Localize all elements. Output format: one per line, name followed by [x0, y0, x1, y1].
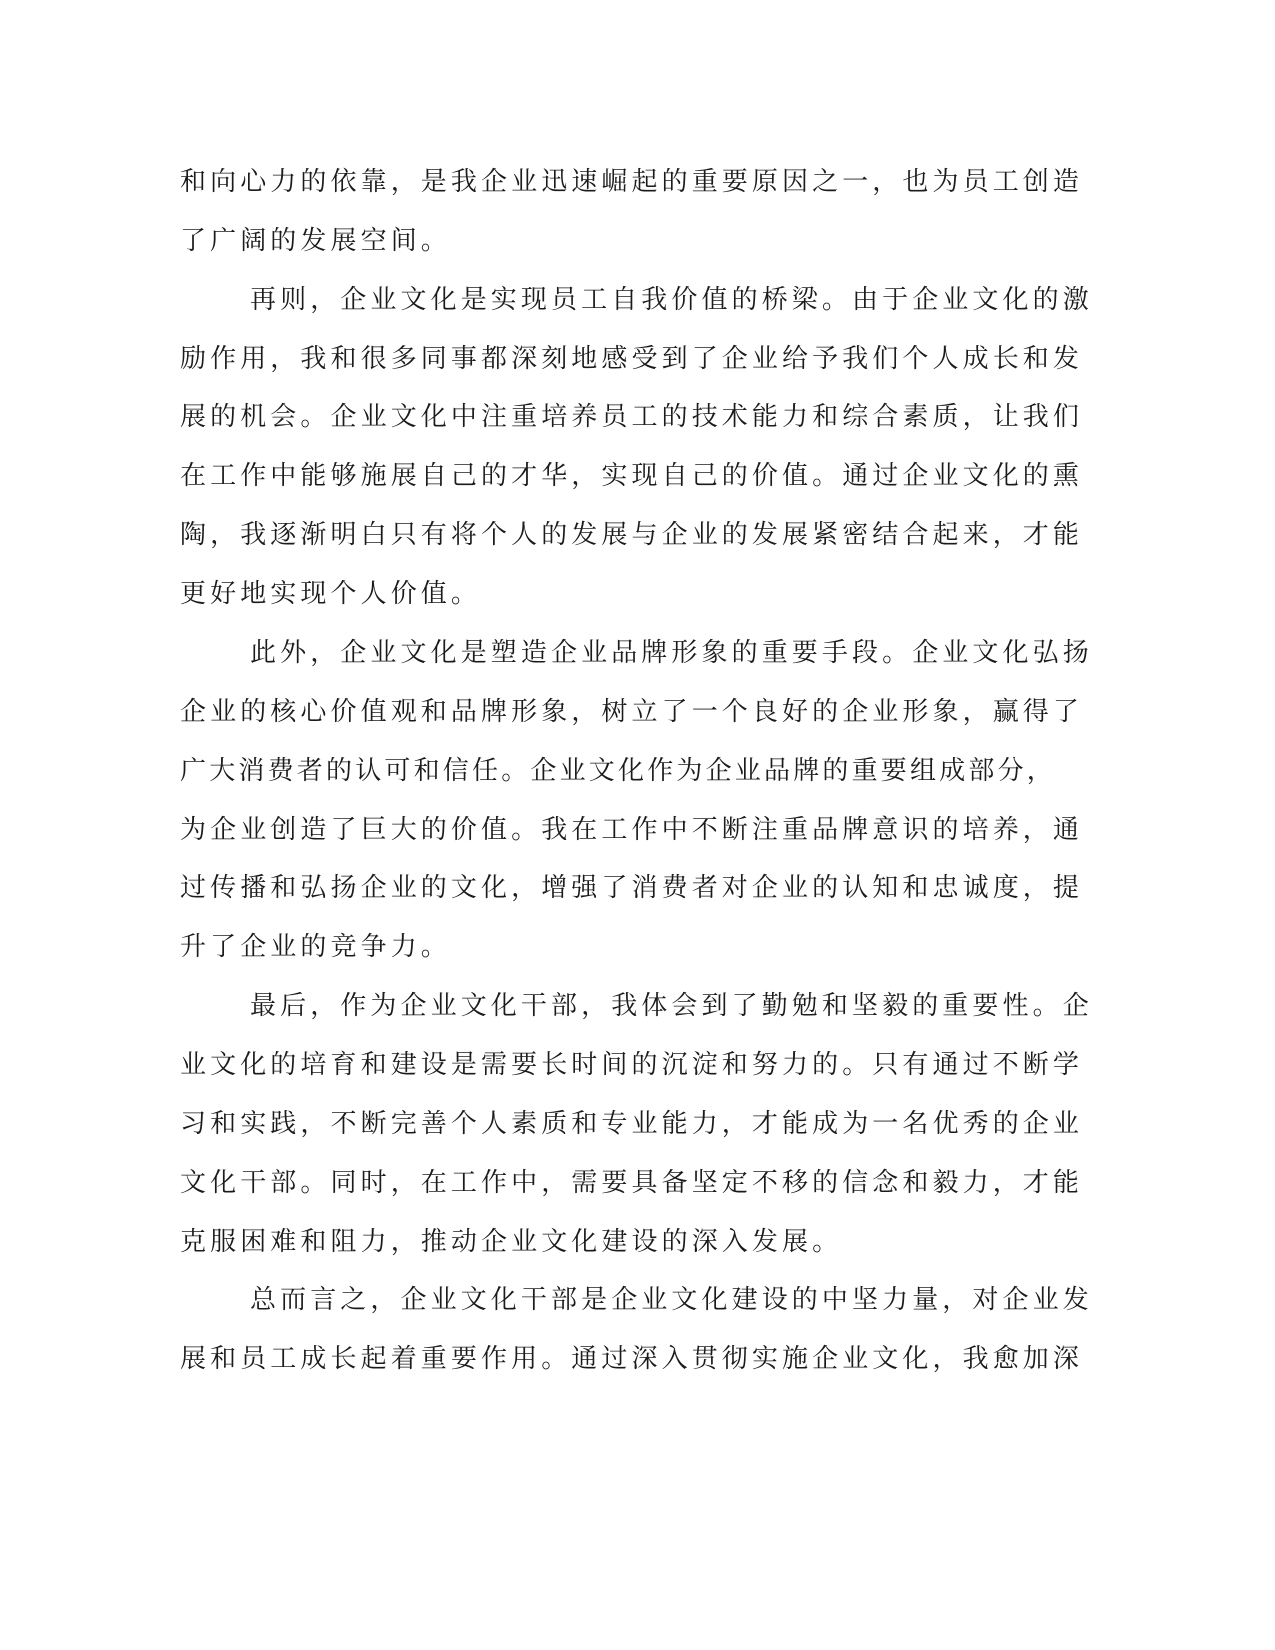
text-line: 过传播和弘扬企业的文化，增强了消费者对企业的认知和忠诚度，提: [180, 873, 1084, 903]
text-line: 升了企业的竞争力。: [180, 932, 451, 962]
text-line: 在工作中能够施展自己的才华，实现自己的价值。通过企业文化的熏: [180, 461, 1084, 491]
text-line: 了广阔的发展空间。: [180, 226, 451, 256]
text-line: 和向心力的依靠，是我企业迅速崛起的重要原因之一，也为员工创造: [180, 167, 1084, 197]
text-line: 业文化的培育和建设是需要长时间的沉淀和努力的。只有通过不断学: [180, 1050, 1084, 1080]
text-line: 广大消费者的认可和信任。企业文化作为企业品牌的重要组成部分，: [180, 756, 1057, 786]
text-line: 此外，企业文化是塑造企业品牌形象的重要手段。企业文化弘扬: [250, 638, 1093, 668]
text-line: 展和员工成长起着重要作用。通过深入贯彻实施企业文化，我愈加深: [180, 1344, 1084, 1374]
text-line: 展的机会。企业文化中注重培养员工的技术能力和综合素质，让我们: [180, 402, 1084, 432]
text-line: 再则，企业文化是实现员工自我价值的桥梁。由于企业文化的激: [250, 285, 1093, 315]
text-line: 为企业创造了巨大的价值。我在工作中不断注重品牌意识的培养，通: [180, 815, 1084, 845]
text-line: 习和实践，不断完善个人素质和专业能力，才能成为一名优秀的企业: [180, 1109, 1084, 1139]
text-line: 更好地实现个人价值。: [180, 579, 482, 609]
text-line: 文化干部。同时，在工作中，需要具备坚定不移的信念和毅力，才能: [180, 1168, 1084, 1198]
text-line: 企业的核心价值观和品牌形象，树立了一个良好的企业形象，赢得了: [180, 697, 1084, 727]
text-line: 陶，我逐渐明白只有将个人的发展与企业的发展紧密结合起来，才能: [180, 520, 1084, 550]
text-line: 励作用，我和很多同事都深刻地感受到了企业给予我们个人成长和发: [180, 344, 1084, 374]
text-line: 克服困难和阻力，推动企业文化建设的深入发展。: [180, 1227, 843, 1257]
text-line: 总而言之，企业文化干部是企业文化建设的中坚力量，对企业发: [250, 1285, 1093, 1315]
text-line: 最后，作为企业文化干部，我体会到了勤勉和坚毅的重要性。企: [250, 991, 1093, 1021]
